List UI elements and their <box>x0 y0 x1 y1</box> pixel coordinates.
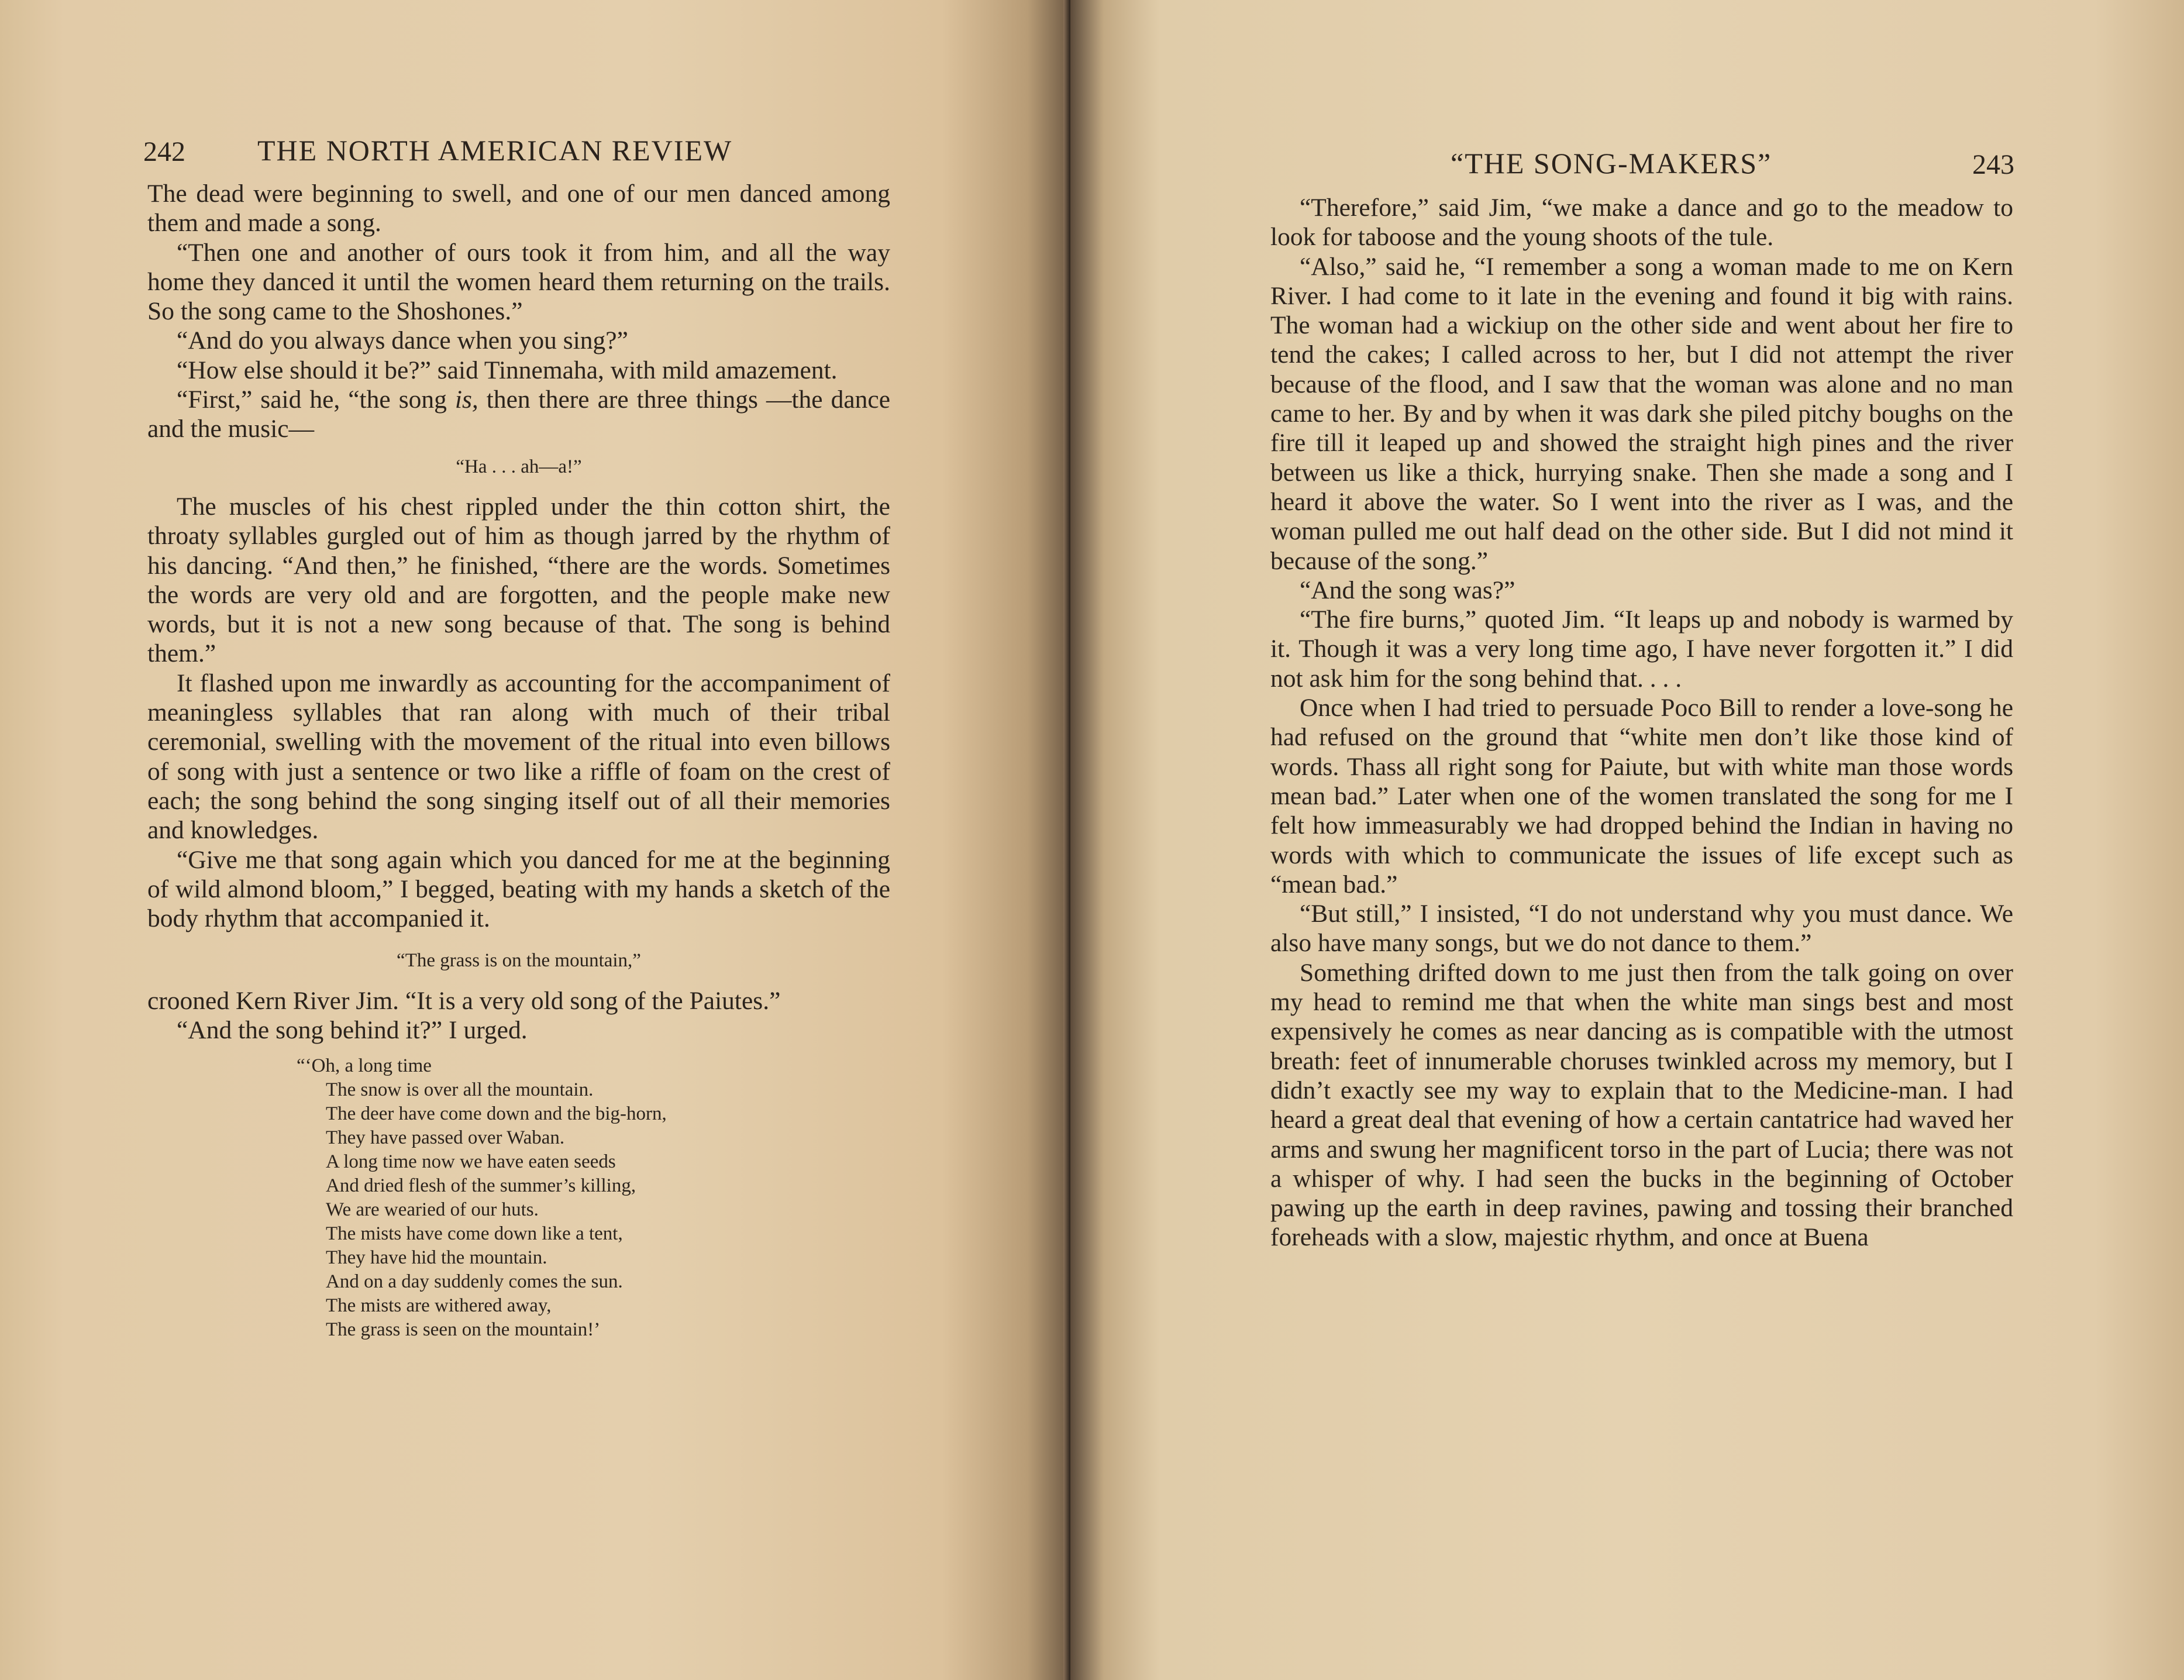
paragraph: “And do you always dance when you sing?” <box>177 326 628 355</box>
poem-line: The snow is over all the mountain. <box>326 1079 594 1101</box>
paragraph: It flashed upon me inwardly as accounting for the accompaniment of meaningless syllables that ran along with much of their tribal ceremonial, swelling with the movement of the ritual into even billows of song with just a sentence or two like a riffle of foam on the crest of each; the song behind the song singing itself out of all their memories and knowledges. <box>147 669 890 845</box>
left-body-text <box>147 179 890 1342</box>
poem-line: We are wearied of our huts. <box>326 1199 539 1221</box>
poem-line: The mists are withered away, <box>326 1295 552 1317</box>
paragraph: “Give me that song again which you danced for me at the beginning of wild almond bloom,” I begged, beating with my hands a sketch of the body rhythm that accompanied it. <box>147 845 890 933</box>
poem-line: They have hid the mountain. <box>326 1247 547 1269</box>
text-run: then there are three things —the dance and the music— <box>147 385 891 443</box>
poem-line: The mists have come down like a tent, <box>326 1223 623 1245</box>
running-head-right: “THE SONG-MAKERS” <box>1451 147 1772 180</box>
page-number-left: 242 <box>143 136 185 167</box>
right-body-text <box>1270 193 2013 1252</box>
left-page <box>0 0 1070 1680</box>
paragraph: “Therefore,” said Jim, “we make a dance and go to the meadow to look for taboose and the young shoots of the tule. <box>1270 194 2013 252</box>
paragraph: “The fire burns,” quoted Jim. “It leaps up and nobody is warmed by it. Though it was a very long time ago, I have never forgotten it.” I did not ask him for the song behind that. . . . <box>1270 605 2013 693</box>
text-run: “First,” said he, “the song <box>177 385 455 414</box>
right-page <box>1070 0 2184 1680</box>
paragraph <box>147 385 890 444</box>
paragraph: “And the song was?” <box>1300 576 1515 604</box>
paragraph: Something drifted down to me just then from the talk going on over my head to remind me that when the white man sings best and most expensively he comes as near dancing as is compatible with the utmost breath: feet of innumerable choruses twinkled across my memory, but I didn’t exactly see my way to explain that to the Medicine-man. I had heard a great deal that evening of how a certain cantatrice had waved her arms and swung her magnificent torso in the part of Lucia; there was not a whisper of why. I had seen the bucks in the beginning of October pawing up the earth in deep ravines, pawing and tossing their branched foreheads with a slow, majestic rhythm, and once at Buena <box>1270 958 2013 1252</box>
chant-line: “Ha . . . ah—a!” <box>456 456 582 477</box>
paragraph: “But still,” I insisted, “I do not understand why you must dance. We also have many songs, but we do not dance to them.” <box>1270 900 2013 958</box>
paragraph: Once when I had tried to persuade Poco Bill to render a love-song he had refused on the ground that “white men don’t like those kind of words. Thass all right song for Paiute, but with white man those words mean bad.” Later when one of the women translated the song for me I felt how immeasurably we had dropped behind the Indian in having no words with which to communicate the issues of life except such as “mean bad.” <box>1270 694 2013 898</box>
emphasis: is, <box>454 385 478 414</box>
poem-line: And dried flesh of the summer’s killing, <box>326 1175 636 1197</box>
poem <box>297 1054 890 1342</box>
paragraph: crooned Kern River Jim. “It is a very old song of the Paiutes.” <box>147 986 781 1015</box>
poem-line: The grass is seen on the mountain!’ <box>326 1319 601 1341</box>
poem-line: A long time now we have eaten seeds <box>326 1151 616 1173</box>
paragraph: “Then one and another of ours took it from him, and all the way home they danced it until the women heard them returning on the trails. So the song came to the Shoshones.” <box>147 238 890 326</box>
running-head-left: THE NORTH AMERICAN REVIEW <box>257 134 733 167</box>
paragraph: “How else should it be?” said Tinnemaha, with mild amazement. <box>177 356 838 384</box>
paragraph: The dead were beginning to swell, and one of our men danced among them and made a song. <box>147 180 890 237</box>
paragraph: The muscles of his chest rippled under the thin cotton shirt, the throaty syllables gurgled out of him as though jarred by the rhythm of his dancing. “And then,” he finished, “there are the words. Sometimes the words are very old and are forgotten, and the people make new words, but it is not a new song because of that. The song is behind them.” <box>147 492 890 668</box>
page-number-right: 243 <box>1972 149 2014 180</box>
poem-line: And on a day suddenly comes the sun. <box>326 1271 623 1293</box>
paragraph: “Also,” said he, “I remember a song a woman made to me on Kern River. I had come to it late in the evening and found it big with rains. The woman had a wickiup on the other side and went about her fire to tend the cakes; I called across to her, but I did not attempt the river because of the flood, and I saw that the woman was alone and no man came to her. By and by when it was dark she piled pitchy boughs on the fire till it leaped up and showed the straight high pines and the river between us like a thick, hurrying snake. Then she made a song and I heard it above the water. So I went into the river as I was, and the woman pulled me out half dead on the other side. But I did not mind it because of the song.” <box>1270 252 2013 575</box>
poem-line: “‘Oh, a long time <box>297 1055 432 1077</box>
poem-line: The deer have come down and the big-horn, <box>326 1103 667 1125</box>
chant-line: “The grass is on the mountain,” <box>397 950 641 972</box>
poem-line: They have passed over Waban. <box>326 1127 565 1149</box>
paragraph: “And the song behind it?” I urged. <box>177 1016 528 1045</box>
